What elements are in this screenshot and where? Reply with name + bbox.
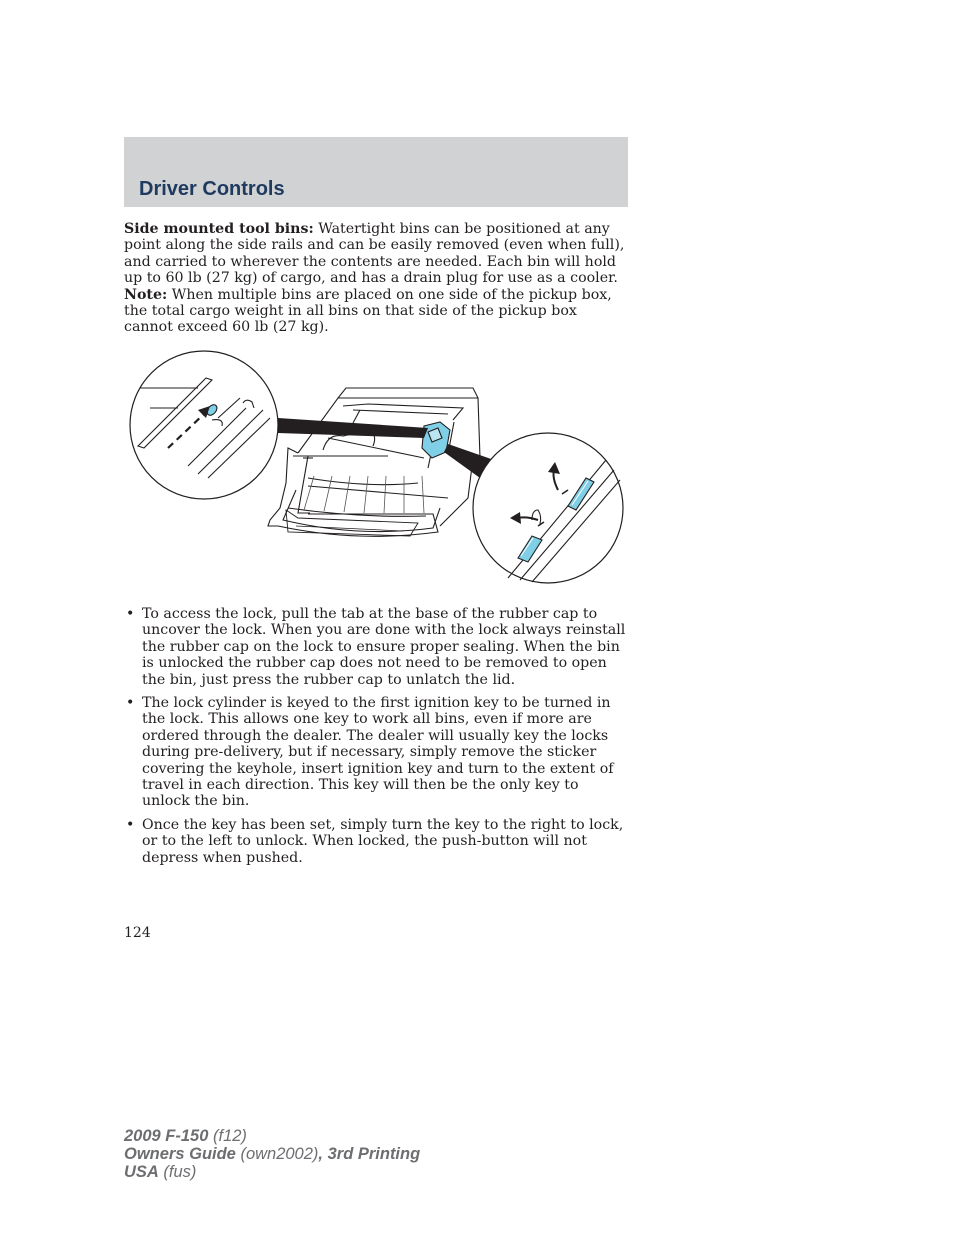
footer-market: USA	[124, 1163, 159, 1181]
intro-text: Watertight bins can be positioned at any point along the side rails and can be easily removed (even when full), and carried to wherever the contents are needed. Each bin will hold up to 60 lb (27 kg) of cargo, and has a drain plug for use as a cooler.	[124, 221, 625, 287]
footer-market-code: (fus)	[158, 1163, 197, 1181]
footer-printing: , 3rd Printing	[318, 1145, 421, 1163]
list-item-text: The lock cylinder is keyed to the first ignition key to be turned in the lock. This allows one key to work all bins, even if more are ordered through the dealer. The dealer will usually key the locks during pre-delivery, but if necessary, simply remove the sticker covering the keyhole, insert ignition key and turn to the extent of travel in each direction. This key will then be the only key to unlock the bin.	[142, 695, 614, 810]
list-item	[124, 817, 630, 866]
list-item-text: To access the lock, pull the tab at the base of the rubber cap to uncover the lock. When you are done with the lock always reinstall the rubber cap on the lock to ensure proper sealing. When the bin is unlocked the rubber cap does not need to be removed to open the bin, just press the rubber cap to unlatch the lid.	[142, 606, 626, 688]
section-header-band	[124, 137, 628, 207]
footer-guide: Owners Guide	[124, 1145, 236, 1163]
note-text: When multiple bins are placed on one side of the pickup box, the total cargo weight in all bins on that side of the pickup box cannot exceed 60 lb (27 kg).	[124, 286, 612, 336]
tool-bin-illustration	[128, 348, 626, 588]
footer-line-3	[124, 1163, 420, 1181]
footer-model-code: (f12)	[208, 1127, 247, 1145]
intro-paragraph	[124, 221, 630, 336]
footer-line-2	[124, 1145, 420, 1163]
left-callout-wedge	[278, 418, 428, 438]
right-detail-circle	[473, 433, 623, 583]
list-item	[124, 695, 630, 810]
left-detail-circle	[130, 351, 278, 499]
page-number: 124	[124, 925, 151, 941]
footer-guide-code: (own2002)	[235, 1145, 319, 1163]
instruction-list	[124, 606, 630, 873]
section-title: Driver Controls	[139, 178, 285, 200]
bullet-marker: •	[126, 606, 135, 622]
intro-lead: Side mounted tool bins:	[124, 221, 314, 237]
bullet-marker: •	[126, 816, 135, 833]
document-footer	[124, 1127, 420, 1181]
bullet-marker: •	[126, 695, 135, 712]
footer-line-1	[124, 1127, 420, 1145]
footer-model: 2009 F-150	[124, 1127, 209, 1145]
list-item-text: Once the key has been set, simply turn the key to the right to lock, or to the left to unlock. When locked, the push-button will not depress when pushed.	[142, 816, 624, 866]
pickup-box-drawing	[268, 388, 480, 536]
list-item	[124, 606, 630, 688]
note-label: Note:	[124, 286, 168, 303]
